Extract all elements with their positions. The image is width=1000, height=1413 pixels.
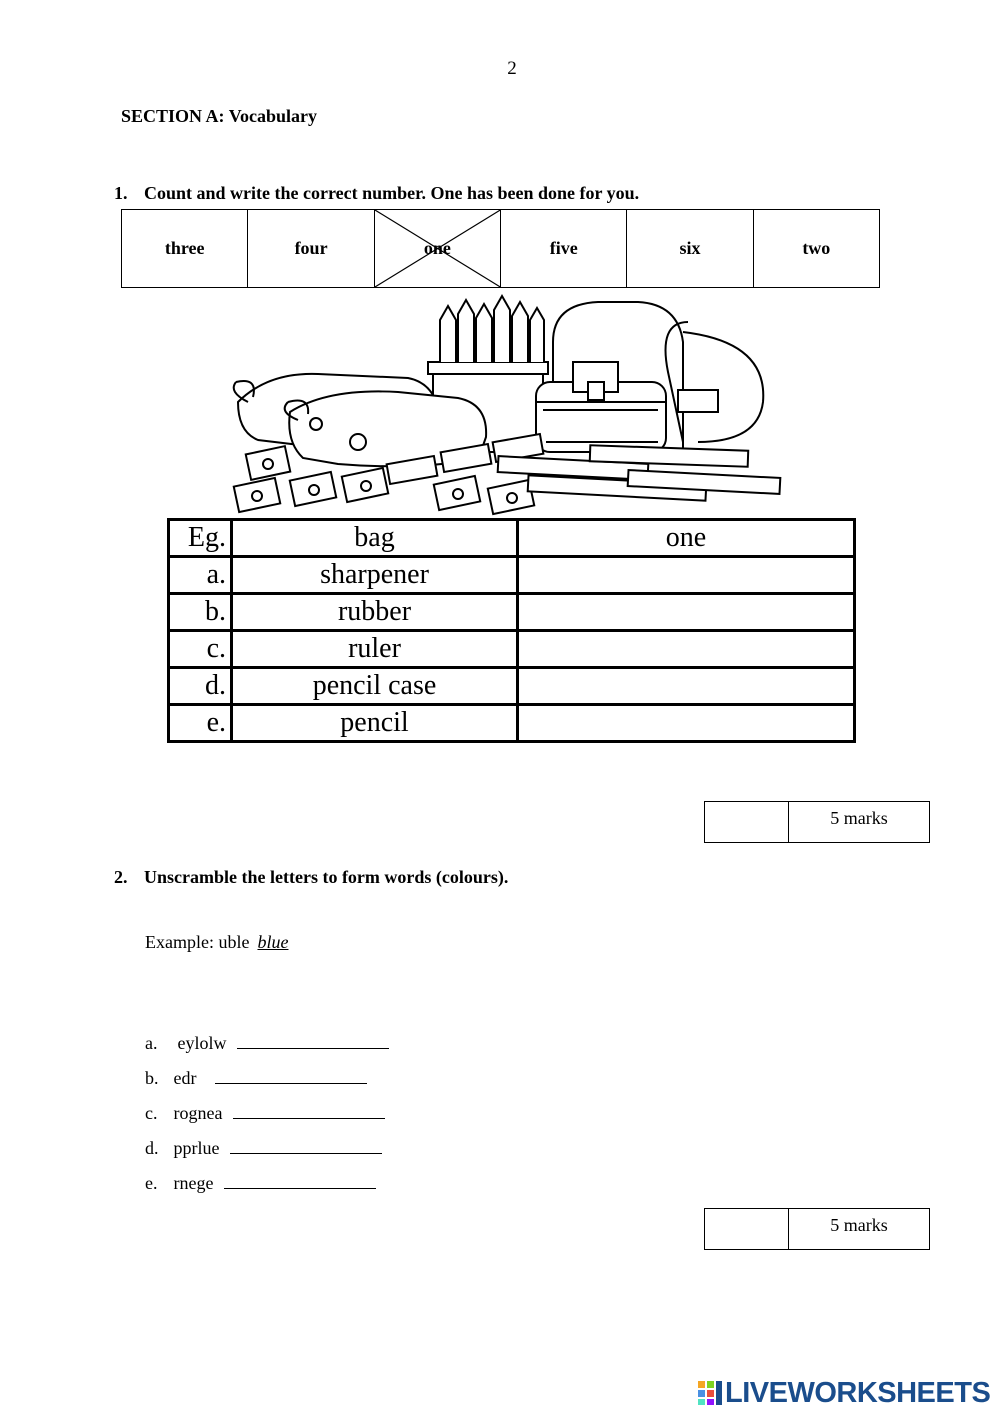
scramble-list <box>145 1033 389 1208</box>
word-bank-cell <box>248 210 374 288</box>
answer-input[interactable] <box>518 631 855 668</box>
row-label: d. <box>169 668 232 705</box>
example-answer: blue <box>257 932 289 952</box>
word-bank <box>121 209 880 288</box>
word-bank-word: three <box>164 238 205 258</box>
liveworksheets-icon <box>697 1380 723 1406</box>
answer-input[interactable] <box>518 557 855 594</box>
row-answer: one <box>518 520 855 557</box>
backpack-icon <box>536 302 763 452</box>
row-label: b. <box>169 594 232 631</box>
logo-text: LIVEWORKSHEETS <box>725 1376 991 1409</box>
word-bank-cell <box>122 210 248 288</box>
question-1-title <box>114 183 639 204</box>
marks-box <box>704 1208 930 1250</box>
row-label: Eg. <box>169 520 232 557</box>
answer-table <box>167 518 856 743</box>
example-label: Example: uble <box>145 932 250 952</box>
word-bank-word: five <box>549 238 578 258</box>
list-item <box>145 1068 389 1103</box>
table-row <box>169 705 855 742</box>
answer-line[interactable] <box>237 1033 389 1049</box>
question-1-number: 1. <box>114 183 128 203</box>
example <box>145 932 288 953</box>
item-letter: c. <box>145 1103 158 1123</box>
row-item: ruler <box>232 631 518 668</box>
item-letter: a. <box>145 1033 158 1053</box>
row-label: a. <box>169 557 232 594</box>
row-label: e. <box>169 705 232 742</box>
answer-line[interactable] <box>230 1138 382 1154</box>
row-label: c. <box>169 631 232 668</box>
word-bank-word: one <box>423 238 451 258</box>
scrambled-word: rnege <box>173 1173 214 1193</box>
answer-input[interactable] <box>518 594 855 631</box>
question-2-number: 2. <box>114 867 128 887</box>
answer-line[interactable] <box>215 1068 367 1084</box>
list-item <box>145 1033 389 1068</box>
answer-input[interactable] <box>518 668 855 705</box>
word-bank-cell <box>501 210 627 288</box>
row-item: pencil case <box>232 668 518 705</box>
row-item: sharpener <box>232 557 518 594</box>
list-item <box>145 1138 389 1173</box>
word-bank-cell-crossed <box>374 210 500 288</box>
marks-label: 5 marks <box>789 802 930 843</box>
marks-score-cell <box>705 802 789 843</box>
item-letter: b. <box>145 1068 159 1088</box>
scrambled-word: pprlue <box>173 1138 220 1158</box>
list-item <box>145 1173 389 1208</box>
word-bank-cell <box>627 210 753 288</box>
word-bank-word: four <box>294 238 328 258</box>
marks-score-cell <box>705 1209 789 1250</box>
word-bank-word: six <box>679 238 701 258</box>
scrambled-word: rognea <box>173 1103 223 1123</box>
table-row <box>169 594 855 631</box>
table-row <box>169 631 855 668</box>
answer-input[interactable] <box>518 705 855 742</box>
row-item: pencil <box>232 705 518 742</box>
question-2-instruction: Unscramble the letters to form words (colours). <box>144 867 509 887</box>
scrambled-word: edr <box>173 1068 197 1088</box>
row-item: rubber <box>232 594 518 631</box>
question-2-title <box>114 867 508 888</box>
item-letter: e. <box>145 1173 158 1193</box>
marks-label: 5 marks <box>789 1209 930 1250</box>
liveworksheets-logo[interactable] <box>697 1376 990 1410</box>
scrambled-word: eylolw <box>177 1033 227 1053</box>
table-row <box>169 557 855 594</box>
page-number: 2 <box>507 58 517 79</box>
section-title: SECTION A: Vocabulary <box>121 106 318 126</box>
word-bank-word: two <box>802 238 831 258</box>
school-supplies-illustration <box>228 292 788 518</box>
marks-box <box>704 801 930 843</box>
answer-line[interactable] <box>233 1103 385 1119</box>
table-row <box>169 668 855 705</box>
table-row <box>169 520 855 557</box>
answer-line[interactable] <box>224 1173 376 1189</box>
row-item: bag <box>232 520 518 557</box>
list-item <box>145 1103 389 1138</box>
question-1-instruction: Count and write the correct number. One has been done for you. <box>144 183 640 203</box>
word-bank-cell <box>753 210 879 288</box>
item-letter: d. <box>145 1138 159 1158</box>
